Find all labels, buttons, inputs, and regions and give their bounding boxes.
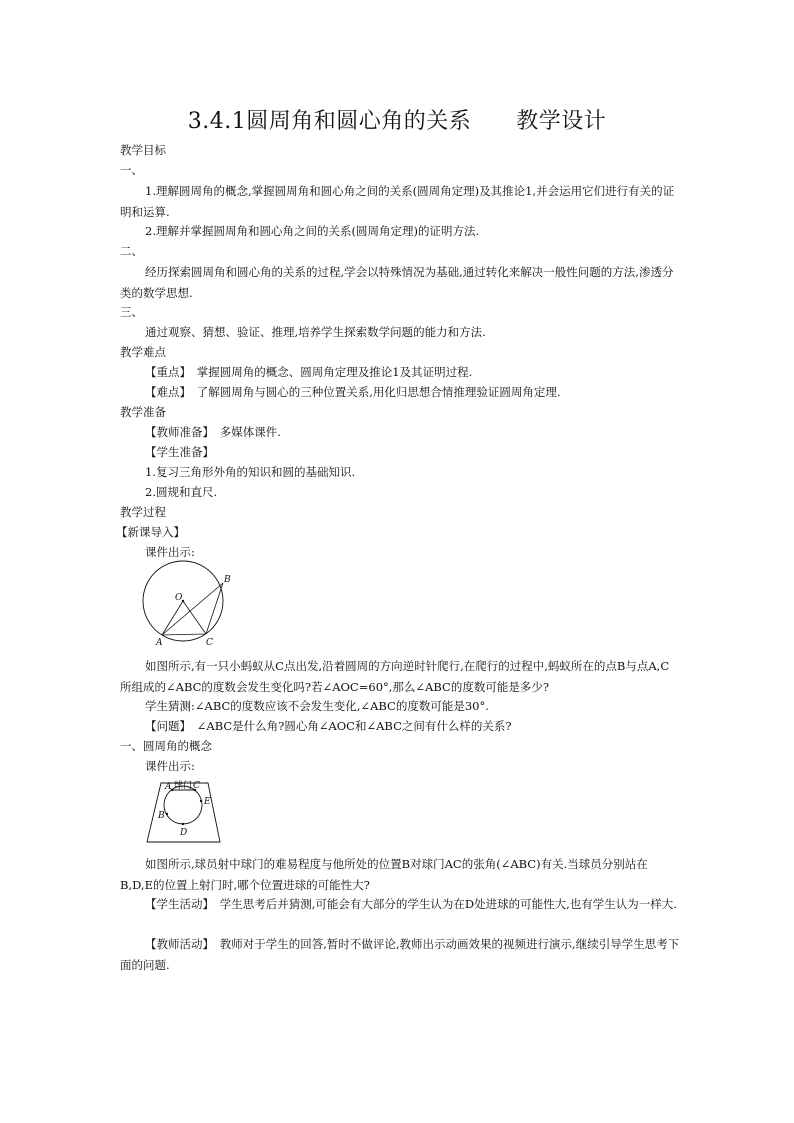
goal-3-paragraph [120,262,680,303]
figure1-segment-ac [162,634,206,635]
figure2-point-b [166,813,168,815]
courseware-show-2: 课件出示: [145,759,195,773]
goal-paragraph [120,854,680,895]
figure2-label-goal: 球门 [174,781,193,791]
page-title: 3.4.1圆周角和圆心角的关系 教学设计 [187,109,607,134]
goal-part-two: 二、 [120,244,143,258]
figure2-label-b: B [158,811,165,821]
goal-part-three: 三、 [120,305,143,319]
figure1-segment-oc [183,601,206,634]
figure1-label-c: C [206,638,213,648]
student-guess-text: 学生猜测:∠ABC的度数应该不会发生变化,∠ABC的度数可能是30°. [145,699,489,713]
goal-1-text: 1.理解圆周角的概念,掌握圆周角和圆心角之间的关系(圆周角定理)及其推论1,并会运用它们进行有关的证明和运算. [120,184,675,219]
goal-paragraph-text: 如图所示,球员射中球门的难易程度与他所处的位置B对球门AC的张角(∠ABC)有关.当球员分别站在B,D,E的位置上射门时,哪个位置进球的可能性大? [120,857,648,892]
figure2-label-c: C [193,781,200,791]
figure1-label-b: B [224,575,231,585]
courseware-show-1: 课件出示: [145,545,195,559]
goal-1-paragraph [120,181,680,222]
student-activity-text: 【学生活动】 学生思考后并猜测,可能会有大部分的学生认为在D处进球的可能性大,也有学生认为一样大. [145,897,677,911]
prep-item-1: 1.复习三角形外角的知识和圆的基础知识. [145,465,356,479]
ant-paragraph [120,656,680,697]
figure1-label-a: A [156,638,163,648]
teacher-prep-text: 【教师准备】 多媒体课件. [145,425,281,439]
teacher-activity-text: 【教师活动】 教师对于学生的回答,暂时不做评论,教师出示动画效果的视频进行演示,继续引导学生思考下面的问题. [120,937,680,972]
section-prep-heading: 教学准备 [120,405,166,419]
figure-goal-circle [143,778,233,846]
section-process-heading: 教学过程 [120,505,166,519]
goal-2-text: 2.理解并掌握圆周角和圆心角之间的关系(圆周角定理)的证明方法. [145,224,480,238]
key-point-text: 【重点】 掌握圆周角的概念、圆周角定理及推论1及其证明过程. [145,365,473,379]
figure2-point-e [200,800,202,802]
goal-part-one: 一、 [120,163,143,177]
figure2-label-e: E [204,797,211,807]
figure1-label-o: O [175,593,183,603]
student-prep-text: 【学生准备】 [145,445,214,459]
concept-heading: 一、圆周角的概念 [120,739,212,753]
ant-paragraph-text: 如图所示,有一只小蚂蚁从C点出发,沿着圆周的方向逆时针爬行,在爬行的过程中,蚂蚁所在的点B与点A,C所组成的∠ABC的度数会发生变化吗?若∠AOC=60°,那么∠ABC的度数可能是多少? [120,659,670,694]
figure-circle-angles [140,560,250,650]
intro-heading: 【新课导入】 [116,525,185,539]
figure2-label-a: A [165,782,172,792]
student-activity-paragraph [120,894,680,915]
section-difficulty-heading: 教学难点 [120,345,166,359]
goal-3-text: 经历探索圆周角和圆心角的关系的过程,学会以特殊情况为基础,通过转化来解决一般性问题的方法,渗透分类的数学思想. [120,265,674,300]
figure1-segment-oa [162,601,183,635]
difficult-point-text: 【难点】 了解圆周角与圆心的三种位置关系,用化归思想合情推理验证圆周角定理. [145,385,561,399]
figure1-segment-ab [162,583,223,635]
figure2-point-d [182,823,184,825]
prep-item-2: 2.圆规和直尺. [145,485,218,499]
figure2-label-d: D [180,828,188,838]
goal-4-text: 通过观察、猜想、验证、推理,培养学生探索数学问题的能力和方法. [145,325,486,339]
section-goals-heading: 教学目标 [120,143,166,157]
question-text: 【问题】 ∠ABC是什么角?圆心角∠AOC和∠ABC之间有什么样的关系? [145,719,512,733]
teacher-activity-paragraph [120,934,680,975]
